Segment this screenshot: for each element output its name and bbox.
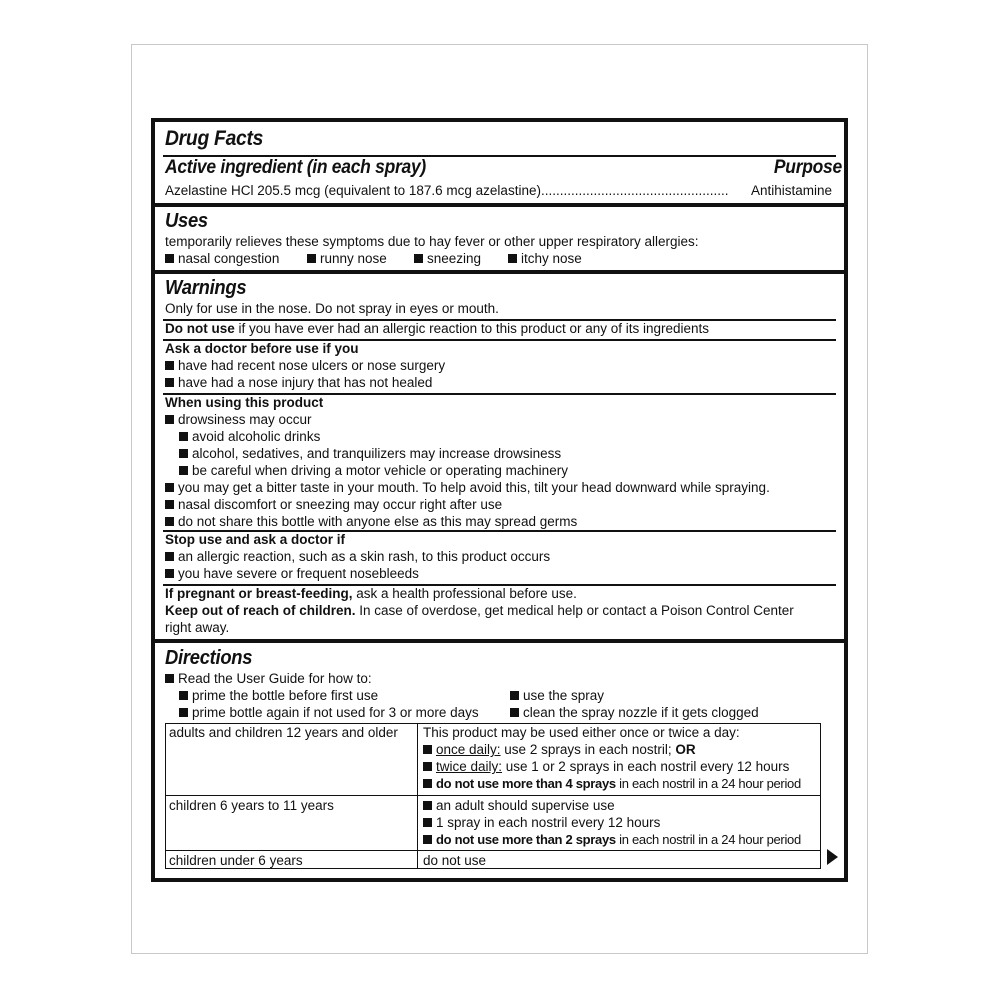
max-dose-detail: in each nostril in a 24 hour period bbox=[615, 832, 801, 847]
section-divider bbox=[155, 203, 844, 207]
sub-list-item bbox=[179, 688, 378, 704]
table-divider bbox=[417, 724, 418, 868]
row1-twice bbox=[423, 759, 789, 775]
pregnant-text bbox=[165, 586, 577, 602]
list-item-label: prime bottle again if not used for 3 or more days bbox=[192, 705, 479, 720]
list-item-label: nasal discomfort or sneezing may occur right after use bbox=[178, 497, 503, 512]
uses-heading: Uses bbox=[165, 210, 208, 232]
keep-out-label: Keep out of reach of children. bbox=[165, 603, 356, 618]
list-item bbox=[165, 497, 502, 513]
bullet-icon bbox=[165, 415, 174, 424]
uses-symptom bbox=[414, 251, 481, 267]
section-divider bbox=[155, 270, 844, 274]
table-divider bbox=[166, 850, 820, 851]
ask-doctor-heading: Ask a doctor before use if you bbox=[165, 341, 359, 356]
bullet-icon bbox=[165, 500, 174, 509]
bullet-icon bbox=[165, 569, 174, 578]
list-item bbox=[165, 358, 445, 374]
keep-out-detail: In case of overdose, get medical help or contact a Poison Control Center bbox=[355, 603, 794, 618]
purpose-text: Antihistamine bbox=[750, 183, 832, 198]
warnings-heading: Warnings bbox=[165, 277, 247, 299]
bullet-icon bbox=[508, 254, 517, 263]
max-dose-label: do not use more than 4 sprays bbox=[436, 776, 616, 791]
row2-item bbox=[423, 798, 615, 814]
sub-list-item bbox=[179, 705, 479, 721]
list-item bbox=[165, 671, 372, 687]
symptom-label: sneezing bbox=[427, 251, 482, 266]
bullet-icon bbox=[414, 254, 423, 263]
uses-symptom bbox=[307, 251, 387, 267]
bullet-icon bbox=[165, 483, 174, 492]
row2-label: children 6 years to 11 years bbox=[169, 798, 334, 813]
continue-arrow-icon bbox=[827, 849, 838, 865]
bullet-icon bbox=[423, 801, 432, 810]
sub-list-item bbox=[179, 429, 320, 445]
list-item bbox=[165, 566, 419, 582]
bullet-icon bbox=[423, 745, 432, 754]
row1-label: adults and children 12 years and older bbox=[169, 725, 398, 740]
sub-list-item bbox=[179, 463, 568, 479]
list-item-label: avoid alcoholic drinks bbox=[192, 429, 321, 444]
row1-intro: This product may be used either once or twice a day: bbox=[423, 725, 740, 740]
symptom-label: nasal congestion bbox=[178, 251, 280, 266]
symptom-label: runny nose bbox=[320, 251, 387, 266]
list-item-label: be careful when driving a motor vehicle or operating machinery bbox=[192, 463, 568, 478]
once-daily-label: once daily: bbox=[436, 742, 501, 757]
bullet-icon bbox=[165, 552, 174, 561]
drug-facts-title: Drug Facts bbox=[165, 127, 264, 150]
warnings-intro: Only for use in the nose. Do not spray in eyes or mouth. bbox=[165, 301, 499, 316]
keep-out-text bbox=[165, 603, 794, 619]
list-item bbox=[165, 480, 770, 496]
list-item-label: 1 spray in each nostril every 12 hours bbox=[436, 815, 661, 830]
do-not-use-label: Do not use bbox=[165, 321, 235, 336]
sub-list-item bbox=[179, 446, 561, 462]
list-item-label: an adult should supervise use bbox=[436, 798, 615, 813]
active-ingredient-heading: Active ingredient (in each spray) bbox=[165, 157, 426, 178]
list-item bbox=[165, 375, 432, 391]
bullet-icon bbox=[165, 254, 174, 263]
list-item-label: clean the spray nozzle if it gets clogged bbox=[523, 705, 759, 720]
sub-list-item bbox=[510, 688, 604, 704]
dosage-table bbox=[165, 723, 821, 869]
once-daily-detail: use 2 sprays in each nostril; bbox=[500, 742, 676, 757]
row3-label: children under 6 years bbox=[169, 853, 303, 868]
when-using-heading: When using this product bbox=[165, 395, 324, 410]
max-dose-detail: in each nostril in a 24 hour period bbox=[615, 776, 801, 791]
list-item-label: use the spray bbox=[523, 688, 605, 703]
bullet-icon bbox=[165, 674, 174, 683]
bullet-icon bbox=[179, 466, 188, 475]
row1-once bbox=[423, 742, 696, 758]
bullet-icon bbox=[165, 361, 174, 370]
uses-symptom bbox=[508, 251, 582, 267]
list-item bbox=[165, 549, 550, 565]
bullet-icon bbox=[179, 708, 188, 717]
row1-max bbox=[423, 776, 801, 792]
twice-daily-label: twice daily: bbox=[436, 759, 503, 774]
row2-item bbox=[423, 815, 660, 831]
drug-facts-panel bbox=[151, 118, 848, 882]
bullet-icon bbox=[423, 835, 432, 844]
bullet-icon bbox=[423, 762, 432, 771]
bullet-icon bbox=[179, 449, 188, 458]
max-dose-label: do not use more than 2 sprays bbox=[436, 832, 616, 847]
bullet-icon bbox=[510, 691, 519, 700]
list-item-label: Read the User Guide for how to: bbox=[178, 671, 372, 686]
bullet-icon bbox=[179, 691, 188, 700]
row3-text: do not use bbox=[423, 853, 487, 868]
purpose-heading: Purpose bbox=[773, 157, 842, 178]
twice-daily-detail: use 1 or 2 sprays in each nostril every 12 hours bbox=[502, 759, 790, 774]
list-item bbox=[165, 514, 577, 530]
uses-symptom bbox=[165, 251, 279, 267]
list-item-label: do not share this bottle with anyone else as this may spread germs bbox=[178, 514, 578, 529]
section-divider bbox=[155, 639, 844, 643]
do-not-use-text bbox=[165, 321, 709, 337]
do-not-use-detail: if you have ever had an allergic reaction to this product or any of its ingredients bbox=[234, 321, 710, 336]
bullet-icon bbox=[307, 254, 316, 263]
bullet-icon bbox=[423, 779, 432, 788]
table-divider bbox=[166, 795, 820, 796]
list-item-label: you may get a bitter taste in your mouth. To help avoid this, tilt your head downward while spraying. bbox=[178, 480, 770, 495]
uses-intro: temporarily relieves these symptoms due to hay fever or other upper respiratory allergies: bbox=[165, 234, 699, 249]
symptom-label: itchy nose bbox=[521, 251, 582, 266]
stop-use-heading: Stop use and ask a doctor if bbox=[165, 532, 346, 547]
keep-out-text-2: right away. bbox=[165, 620, 230, 635]
list-item-label: you have severe or frequent nosebleeds bbox=[178, 566, 419, 581]
list-item-label: drowsiness may occur bbox=[178, 412, 312, 427]
bullet-icon bbox=[165, 517, 174, 526]
sub-list-item bbox=[510, 705, 759, 721]
list-item-label: an allergic reaction, such as a skin rash, to this product occurs bbox=[178, 549, 551, 564]
bullet-icon bbox=[423, 818, 432, 827]
list-item bbox=[165, 412, 312, 428]
list-item-label: have had recent nose ulcers or nose surgery bbox=[178, 358, 446, 373]
bullet-icon bbox=[179, 432, 188, 441]
bullet-icon bbox=[165, 378, 174, 387]
row2-max bbox=[423, 832, 801, 848]
or-label: OR bbox=[675, 742, 696, 757]
list-item-label: have had a nose injury that has not healed bbox=[178, 375, 433, 390]
list-item-label: prime the bottle before first use bbox=[192, 688, 379, 703]
bullet-icon bbox=[510, 708, 519, 717]
pregnant-label: If pregnant or breast-feeding, bbox=[165, 586, 353, 601]
list-item-label: alcohol, sedatives, and tranquilizers may increase drowsiness bbox=[192, 446, 562, 461]
active-ingredient-text: Azelastine HCl 205.5 mcg (equivalent to 187.6 mcg azelastine).................................................. bbox=[165, 183, 729, 198]
directions-heading: Directions bbox=[165, 647, 253, 669]
pregnant-detail: ask a health professional before use. bbox=[352, 586, 577, 601]
